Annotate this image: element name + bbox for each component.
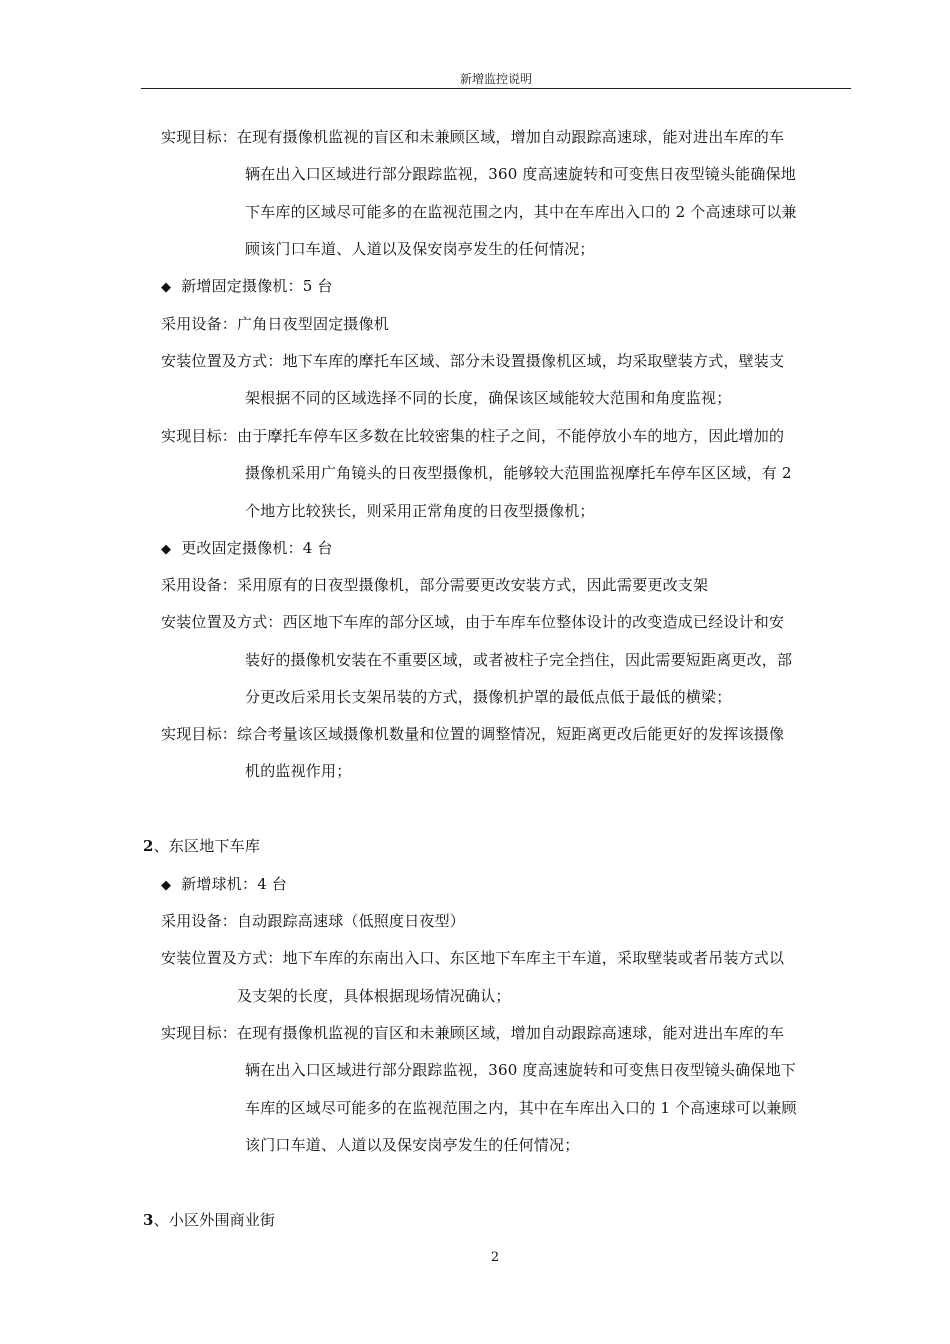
text-line: 采用设备：广角日夜型固定摄像机 xyxy=(161,315,390,333)
text-line: 及支架的长度，具体根据现场情况确认； xyxy=(237,987,511,1005)
bullet-item xyxy=(161,873,287,894)
text-line: 下车库的区域尽可能多的在监视范围之内，其中在车库出入口的 2 个高速球可以兼 xyxy=(245,203,797,221)
text-line: 安装位置及方式：地下车库的摩托车区域、部分未设置摄像机区域，均采取壁装方式，壁装支 xyxy=(161,352,785,370)
page-header-title: 新增监控说明 xyxy=(459,72,532,86)
text-line: 采用设备：采用原有的日夜型摄像机，部分需要更改安装方式，因此需要更改支架 xyxy=(161,576,709,594)
text-line: 车库的区域尽可能多的在监视范围之内，其中在车库出入口的 1 个高速球可以兼顾 xyxy=(245,1099,797,1117)
text-line: 架根据不同的区域选择不同的长度，确保该区域能较大范围和角度监视； xyxy=(245,389,732,407)
section-number: 2 xyxy=(143,837,154,855)
section-title: 、小区外围商业街 xyxy=(153,1211,276,1229)
text-line: 机的监视作用； xyxy=(245,762,352,780)
text-line: 个地方比较狭长，则采用正常角度的日夜型摄像机； xyxy=(245,502,595,520)
text-line: 顾该门口车道、人道以及保安岗亭发生的任何情况； xyxy=(245,240,595,258)
text-line: 实现目标：在现有摄像机监视的盲区和未兼顾区域，增加自动跟踪高速球，能对进出车库的车 xyxy=(161,128,785,146)
bullet-item xyxy=(161,275,333,296)
bullet-text: 新增球机：4 台 xyxy=(181,875,288,893)
bullet-text: 新增固定摄像机：5 台 xyxy=(181,277,333,295)
section-number: 3 xyxy=(143,1211,154,1229)
diamond-bullet-icon: ◆ xyxy=(161,878,172,893)
text-line: 安装位置及方式：地下车库的东南出入口、东区地下车库主干车道，采取壁装或者吊装方式以 xyxy=(161,949,785,967)
section-heading xyxy=(143,1209,275,1230)
section-title: 、东区地下车库 xyxy=(153,837,261,855)
text-line: 实现目标：由于摩托车停车区多数在比较密集的柱子之间，不能停放小车的地方，因此增加的 xyxy=(161,427,785,445)
section-heading xyxy=(143,835,260,856)
bullet-item xyxy=(161,537,333,558)
text-line: 装好的摄像机安装在不重要区域，或者被柱子完全挡住，因此需要短距离更改，部 xyxy=(245,651,793,669)
text-line: 实现目标：在现有摄像机监视的盲区和未兼顾区域，增加自动跟踪高速球，能对进出车库的车 xyxy=(161,1024,785,1042)
text-line: 分更改后采用长支架吊装的方式，摄像机护罩的最低点低于最低的横梁； xyxy=(245,688,732,706)
text-line: 安装位置及方式：西区地下车库的部分区域，由于车库车位整体设计的改变造成已经设计和安 xyxy=(161,613,785,631)
diamond-bullet-icon: ◆ xyxy=(161,280,172,295)
text-line: 摄像机采用广角镜头的日夜型摄像机，能够较大范围监视摩托车停车区区域，有 2 xyxy=(245,464,792,482)
diamond-bullet-icon: ◆ xyxy=(161,542,172,557)
text-line: 采用设备：自动跟踪高速球（低照度日夜型） xyxy=(161,912,466,930)
page-number: 2 xyxy=(490,1250,500,1265)
text-line: 辆在出入口区域进行部分跟踪监视，360 度高速旋转和可变焦日夜型镜头能确保地 xyxy=(245,165,797,183)
text-line: 实现目标：综合考量该区域摄像机数量和位置的调整情况，短距离更改后能更好的发挥该摄像 xyxy=(161,725,785,743)
header-divider xyxy=(141,88,851,89)
bullet-text: 更改固定摄像机：4 台 xyxy=(181,539,333,557)
text-line: 辆在出入口区域进行部分跟踪监视，360 度高速旋转和可变焦日夜型镜头确保地下 xyxy=(245,1061,797,1079)
text-line: 该门口车道、人道以及保安岗亭发生的任何情况； xyxy=(245,1136,580,1154)
